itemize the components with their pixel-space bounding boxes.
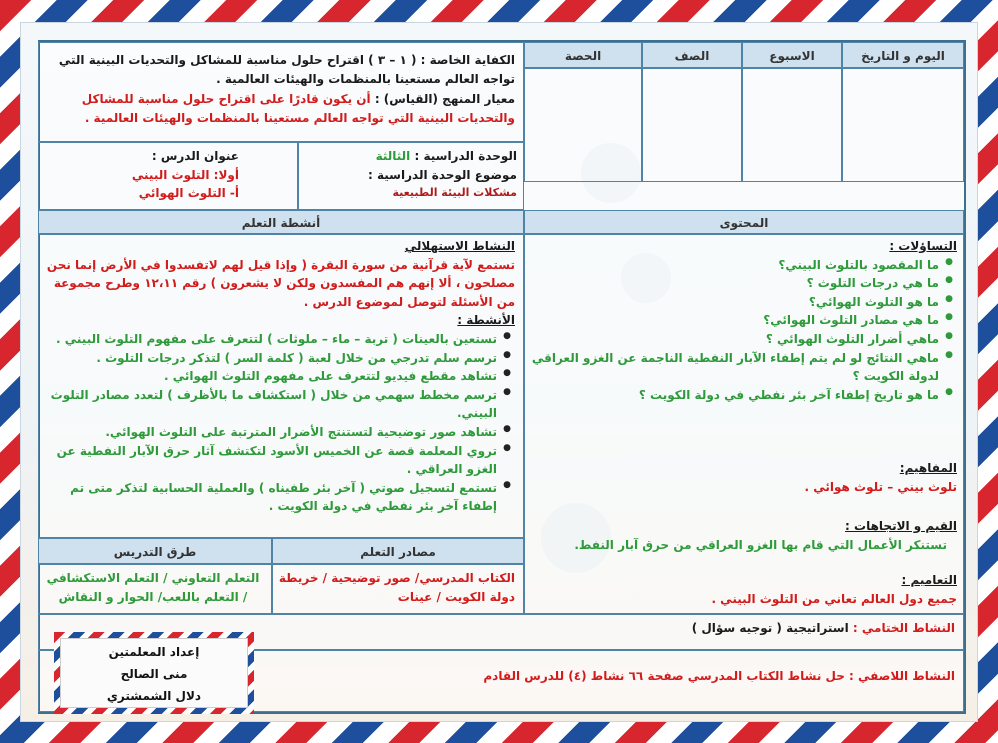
header-day-date: اليوم و التاريخ [842,42,964,68]
lesson-item-1: أولا: التلوث البيني [131,167,239,182]
curriculum-standard-label: معيار المنهج (القياس) : [374,92,515,107]
prepared-label: إعداد المعلمتين [108,645,200,659]
class-value[interactable] [642,68,742,182]
teacher-name-1: منى الصالح [120,667,188,681]
warmup-text: تستمع لآية قرآنية من سورة البقرة ( وإذا قيل لهم لاتفسدوا في الأرض إنما نحن مصلحون ، ألا إنهم هم المفسدون ولكن لا يشعرون ) رقم ١٢،١١ وطرح مجموعة من الأسئلة لتوصل لموضوع الدرس . [46,257,515,309]
generalizations-title: التعاميم : [901,573,957,587]
lesson-title-box [38,142,298,210]
unit-value: الثالثة [375,149,411,163]
header-week: الاسبوع [742,42,842,68]
activities-title: الأنشطة : [457,313,515,328]
question-item: ● ما هو تاريخ إطفاء آخر بئر نفطي في دولة الكويت ؟ [531,386,953,405]
question-item: ● ما هو التلوث الهوائي؟ [531,293,953,312]
curriculum-standard-text: أن يكون قادرًا على اقتراح حلول مناسبة للمشاكل والتحديات البينية التي تواجه العالم مستعينا بالمنظمات والهيئات العالمية . [81,92,515,125]
content-box [524,234,964,614]
activity-item: ● تشاهد مقطع فيديو لتتعرف على مفهوم التلوث الهوائي . [45,367,511,386]
activity-item: ● تستعين بالعينات ( تربة – ماء – ملوثات ) لتتعرف على مفهوم التلوث البيني . [45,330,511,349]
prepared-by-stamp [54,632,254,714]
question-item: ● ماهي أضرار التلوث الهوائي ؟ [531,330,953,349]
competency-box [38,42,524,142]
period-value[interactable] [524,68,642,182]
competency-line: الكفاية الخاصة : ( ١ – ٣ ) اقتراح حلول مناسبة للمشاكل والتحديات البينية التي تواجه العالم مستعينا بالمنظمات والهيئات العالمية . [58,53,515,86]
concepts-text: تلوث بيني – تلوث هوائي . [804,479,957,494]
lesson-item-2: أ- التلوث الهوائي [138,186,239,201]
unit-box [298,142,524,210]
activity-item: ● تروي المعلمة قصة عن الخميس الأسود لتكتشف آثار حرق الآبار النفطية عن الغزو العراقي . [45,442,511,479]
activities-list [45,330,515,516]
lesson-plan-sheet [38,40,966,714]
closing-label: النشاط الختامي : [852,621,955,635]
activity-item: ● تستمع لتسجيل صوتي ( آخر بئر طفيناه ) والعملية الحسابية لتذكر متى تم إطفاء آخر بئر نفطي في دولة الكويت . [45,479,511,516]
sources-heading: مصادر التعلم [272,538,524,564]
values-text: تستنكر الأعمال التي قام بها الغزو العراقي من حرق آبار النفط. [574,537,947,552]
questions-title: التساؤلات : [889,239,957,253]
methods-heading: طرق التدريس [38,538,272,564]
header-period: الحصة [524,42,642,68]
unit-label: الوحدة الدراسية : [414,149,517,163]
closing-text: استراتيجية ( توجيه سؤال ) [691,621,849,635]
methods-text: التعلم التعاوني / التعلم الاستكشافي / التعلم باللعب/ الحوار و النقاش [38,564,272,614]
generalizations-text: جميع دول العالم تعاني من التلوث البيني . [711,591,957,606]
activities-heading: أنشطة التعلم [38,210,524,234]
lesson-title-label: عنوان الدرس : [151,149,239,163]
sources-text: الكتاب المدرسي/ صور توضيحية / خريطة دولة الكويت / عينات [272,564,524,614]
activities-box [38,234,524,538]
concepts-title: المفاهيم: [899,461,957,475]
activity-item: ● ترسم مخطط سهمي من خلال ( استكشاف ما بالأظرف ) لتعدد مصادر التلوث البيني. [45,386,511,423]
question-item: ● ماهي النتائج لو لم يتم إطفاء الآبار النفطية الناجمة عن الغزو العراقي لدولة الكويت ؟ [531,349,953,386]
homework-text: النشاط اللاصفي : حل نشاط الكتاب المدرسي صفحة ٦٦ نشاط (٤) للدرس القادم [483,669,955,683]
activity-item: ● ترسم سلم تدرجي من خلال لعبة ( كلمة السر ) لتذكر درجات التلوث . [45,349,511,368]
unit-topic-value: مشكلات البيئة الطبيعية [392,186,517,200]
unit-topic-label: موضوع الوحدة الدراسية : [368,167,517,182]
teacher-name-2: دلال الشمشتري [106,689,202,703]
question-item: ● ما المقصود بالتلوث البيني؟ [531,256,953,275]
week-value[interactable] [742,68,842,182]
questions-list [531,256,957,405]
question-item: ● ما هي درجات التلوث ؟ [531,274,953,293]
warmup-title: النشاط الاستهلالي [404,239,515,253]
values-title: القيم و الاتجاهات : [845,519,957,533]
activity-item: ● تشاهد صور توضيحية لتستنتج الأضرار المترتبة على التلوث الهوائي. [45,423,511,442]
question-item: ● ما هي مصادر التلوث الهوائي؟ [531,311,953,330]
content-heading: المحتوى [524,210,964,234]
header-class: الصف [642,42,742,68]
day-date-value[interactable] [842,68,964,182]
